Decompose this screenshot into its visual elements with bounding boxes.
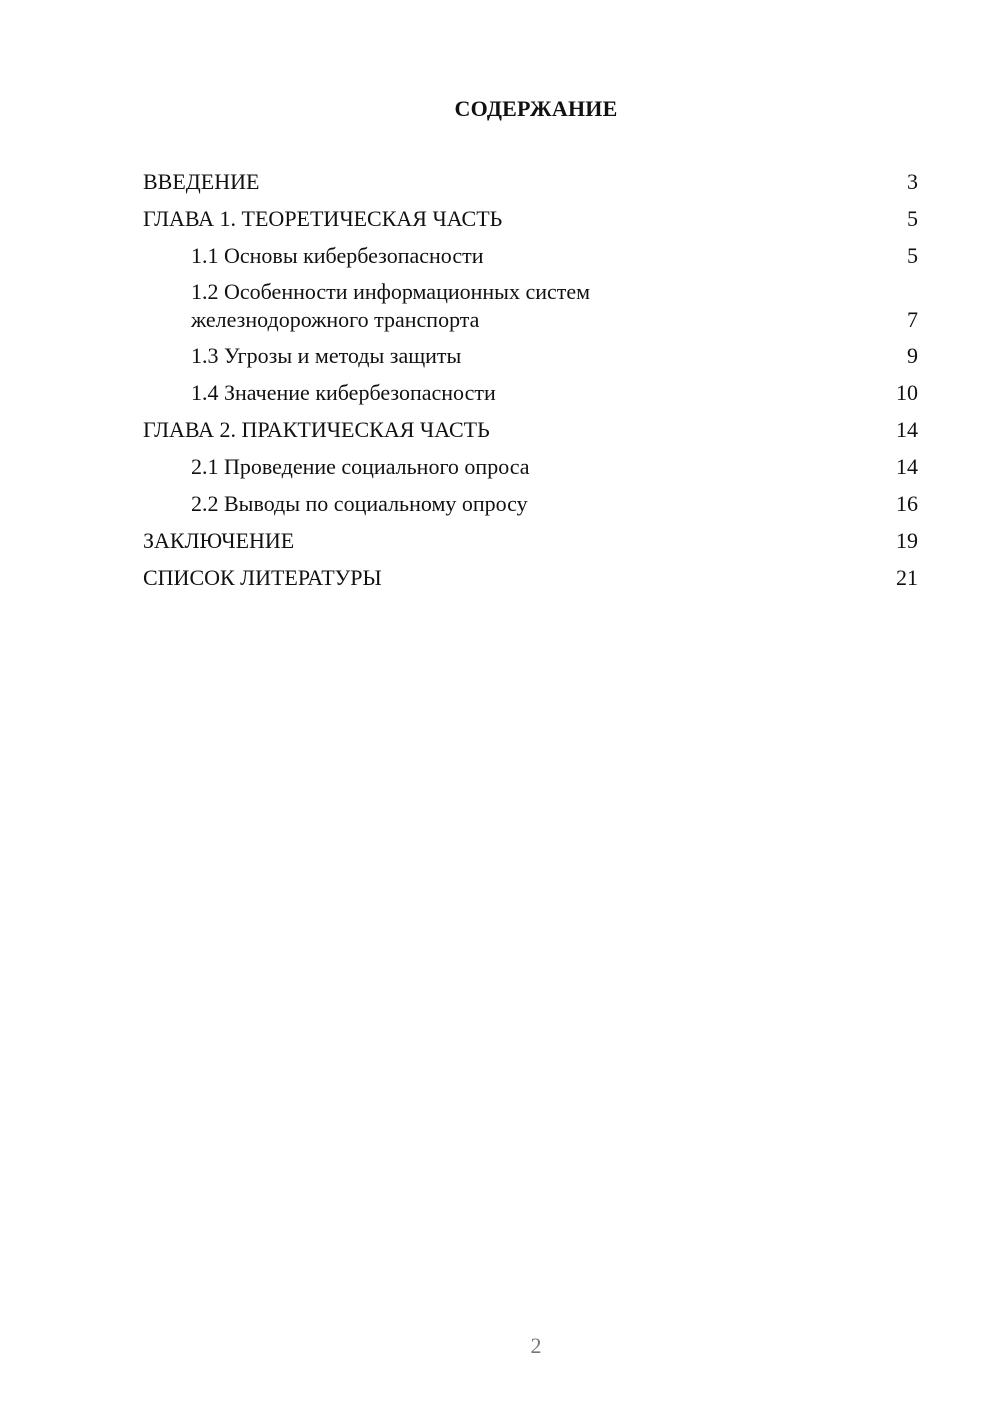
toc-entry-text: 1.4 Значение кибербезопасности [191,380,496,405]
toc-entry-section-2-1[interactable] [143,452,918,482]
toc-entry-introduction[interactable] [143,167,918,197]
toc-entry-text: 1.1 Основы кибербезопасности [191,243,484,268]
toc-entry-chapter-1[interactable] [143,204,918,234]
toc-entry-text: ГЛАВА 1. ТЕОРЕТИЧЕСКАЯ ЧАСТЬ [143,206,503,231]
toc-entry-page: 5 [907,243,918,268]
toc-entry-page: 14 [896,454,918,479]
toc-entry-text: 1.2 Особенности информационных систем железнодорожного транспорта [191,279,591,332]
toc-entry-text: СПИСОК ЛИТЕРАТУРЫ [143,565,382,590]
page-number: 2 [530,1333,542,1358]
toc-entry-section-1-3[interactable] [143,341,918,371]
toc-entry-page: 5 [907,206,918,231]
toc-entry-text: 2.1 Проведение социального опроса [191,454,530,479]
toc-entry-references[interactable] [143,563,918,593]
toc-entry-section-1-4[interactable] [143,378,918,408]
page-title: СОДЕРЖАНИЕ [454,96,618,121]
toc-entry-page: 19 [896,528,918,553]
toc-entry-page: 3 [907,169,918,194]
toc-entry-text: 1.3 Угрозы и методы защиты [191,343,462,368]
toc-entry-text: ГЛАВА 2. ПРАКТИЧЕСКАЯ ЧАСТЬ [143,417,490,442]
toc-entry-page: 16 [896,491,918,516]
toc-entry-text: 2.2 Выводы по социальному опросу [191,491,528,516]
toc-entry-page: 9 [907,343,918,368]
toc-entry-chapter-2[interactable] [143,415,918,445]
toc-entry-page: 21 [896,565,918,590]
toc-entry-section-1-2[interactable] [143,278,918,334]
toc-entry-page: 10 [896,380,918,405]
toc-entry-text: ЗАКЛЮЧЕНИЕ [143,528,295,553]
toc-entry-section-1-1[interactable] [143,241,918,271]
toc-entry-page: 7 [907,307,918,332]
toc-entry-page: 14 [896,417,918,442]
toc-entry-conclusion[interactable] [143,526,918,556]
toc-entry-text: ВВЕДЕНИЕ [143,169,260,194]
table-of-contents [143,167,918,600]
toc-entry-section-2-2[interactable] [143,489,918,519]
